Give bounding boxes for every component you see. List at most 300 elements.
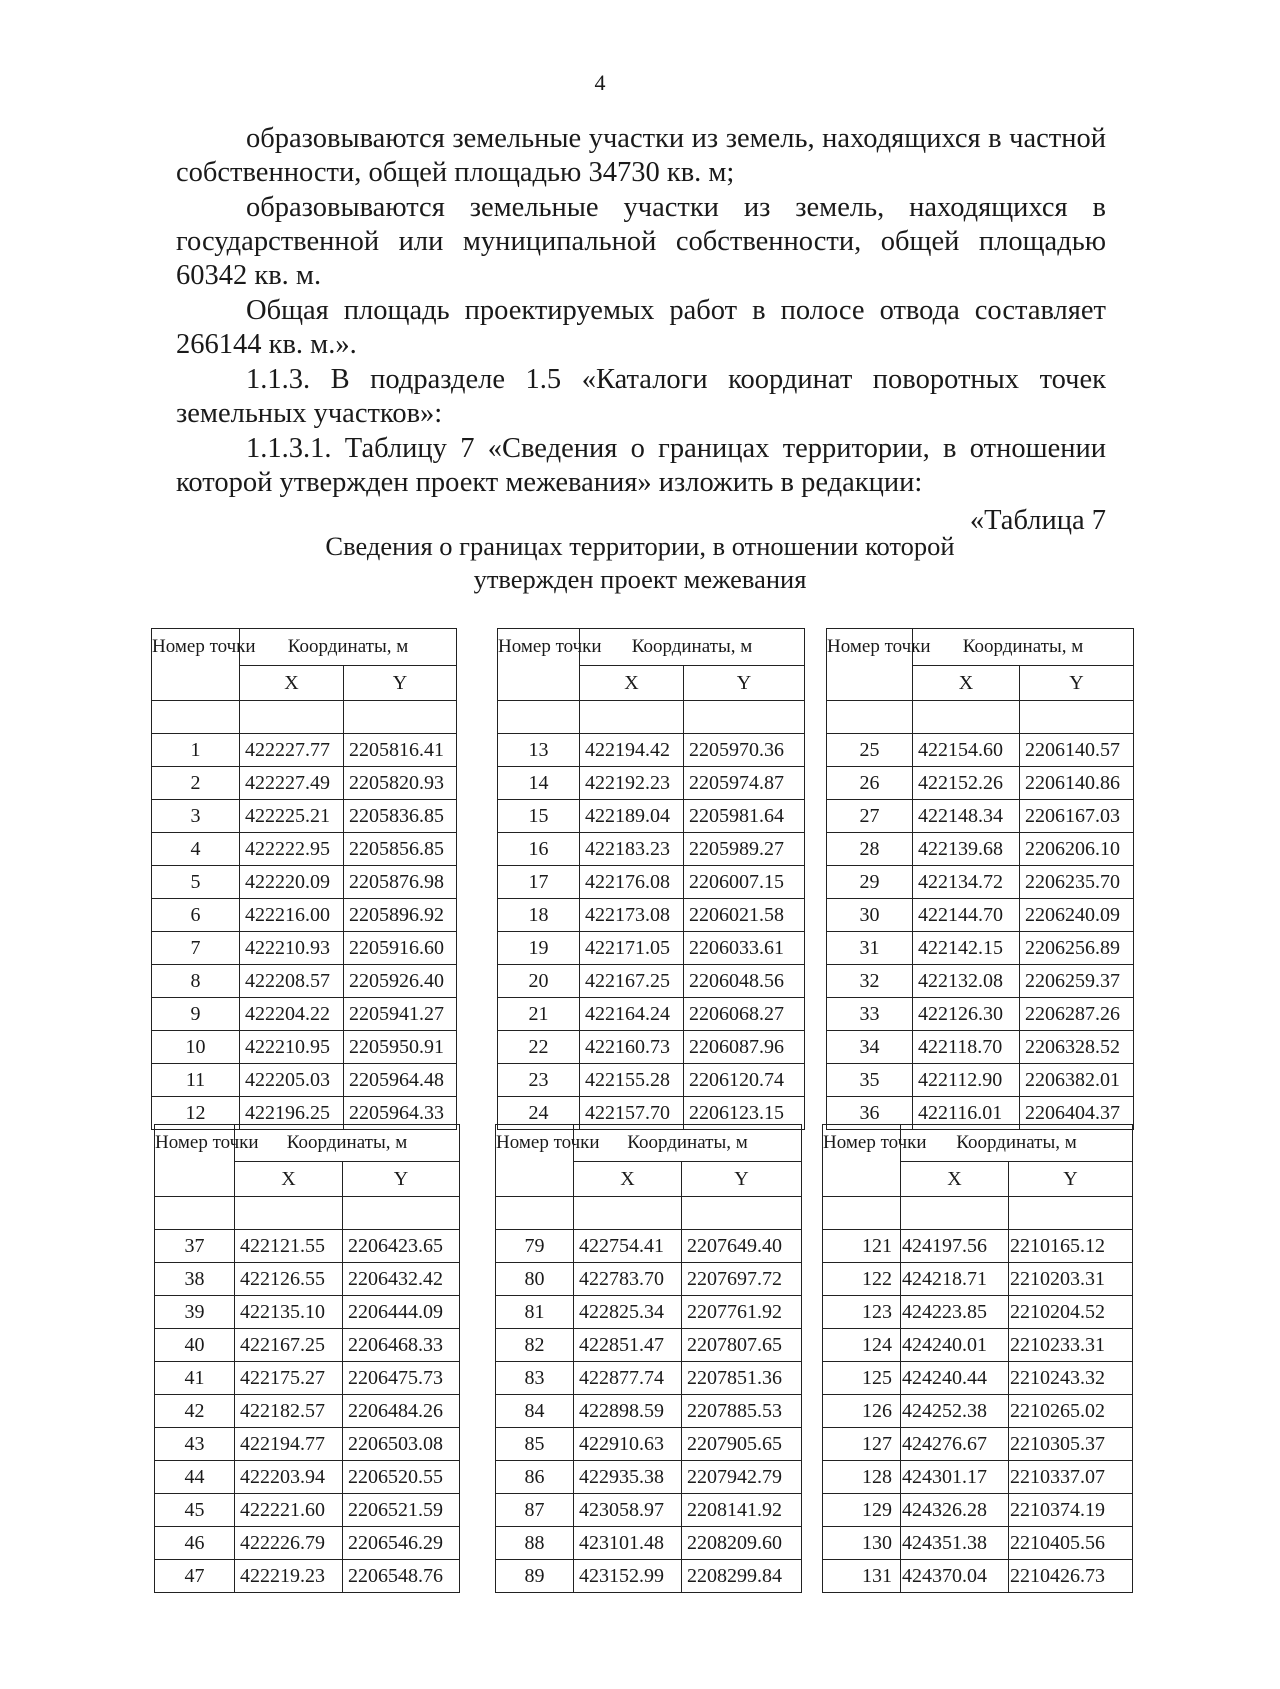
x-coordinate-cell: 422825.34 — [574, 1296, 682, 1329]
coordinates-table-4 — [154, 1124, 460, 1593]
y-coordinate-cell: 2210374.19 — [1009, 1494, 1133, 1527]
x-coordinate-cell: 422157.70 — [580, 1097, 684, 1130]
y-coordinate-cell: 2205820.93 — [344, 767, 457, 800]
table-row — [827, 1031, 1134, 1064]
x-coordinate-cell: 422148.34 — [913, 800, 1020, 833]
x-coordinate-cell: 422216.00 — [240, 899, 344, 932]
y-coordinate-cell: 2206468.33 — [343, 1329, 460, 1362]
separator-cell — [1020, 701, 1134, 734]
y-coordinate-cell: 2206484.26 — [343, 1395, 460, 1428]
table-row — [155, 1263, 460, 1296]
point-number-cell: 18 — [498, 899, 580, 932]
y-coordinate-cell: 2205896.92 — [344, 899, 457, 932]
x-coordinate-cell: 422167.25 — [580, 965, 684, 998]
table-title — [0, 530, 1280, 596]
y-coordinate-cell: 2207851.36 — [682, 1362, 802, 1395]
x-coordinate-cell: 422173.08 — [580, 899, 684, 932]
y-coordinate-cell: 2206520.55 — [343, 1461, 460, 1494]
x-coordinate-cell: 422112.90 — [913, 1064, 1020, 1097]
table-row — [823, 1362, 1133, 1395]
y-coordinate-cell: 2206140.86 — [1020, 767, 1134, 800]
point-number-cell: 15 — [498, 800, 580, 833]
point-number-cell: 24 — [498, 1097, 580, 1130]
point-number-cell: 3 — [152, 800, 240, 833]
point-number-cell: 40 — [155, 1329, 235, 1362]
point-number-cell: 35 — [827, 1064, 913, 1097]
x-coordinate-cell: 424240.01 — [901, 1329, 1009, 1362]
table-row — [155, 1230, 460, 1263]
point-number-cell: 127 — [823, 1428, 901, 1461]
separator-cell — [344, 701, 457, 734]
x-coordinate-cell: 422167.25 — [235, 1329, 343, 1362]
x-axis-header: X — [240, 666, 344, 701]
x-coordinate-cell: 422152.26 — [913, 767, 1020, 800]
y-coordinate-cell: 2206404.37 — [1020, 1097, 1134, 1130]
y-coordinate-cell: 2205926.40 — [344, 965, 457, 998]
x-coordinate-cell: 422118.70 — [913, 1031, 1020, 1064]
point-number-cell: 89 — [496, 1560, 574, 1593]
y-coordinate-cell: 2205836.85 — [344, 800, 457, 833]
table-row — [155, 1395, 460, 1428]
x-coordinate-cell: 423152.99 — [574, 1560, 682, 1593]
table-title-line-2: утвержден проект межевания — [473, 564, 807, 594]
point-number-cell: 36 — [827, 1097, 913, 1130]
x-coordinate-cell: 422935.38 — [574, 1461, 682, 1494]
y-coordinate-cell: 2206328.52 — [1020, 1031, 1134, 1064]
y-coordinate-cell: 2206548.76 — [343, 1560, 460, 1593]
table-row — [496, 1428, 802, 1461]
x-coordinate-cell: 422877.74 — [574, 1362, 682, 1395]
table-row — [823, 1560, 1133, 1593]
x-coordinate-cell: 422126.30 — [913, 998, 1020, 1031]
table-title-line-1: Сведения о границах территории, в отношении которой — [325, 531, 955, 561]
y-coordinate-cell: 2205981.64 — [684, 800, 805, 833]
table-row — [827, 998, 1134, 1031]
separator-cell — [823, 1197, 901, 1230]
x-coordinate-cell: 422155.28 — [580, 1064, 684, 1097]
table-row — [155, 1461, 460, 1494]
point-number-cell: 37 — [155, 1230, 235, 1263]
point-number-cell: 44 — [155, 1461, 235, 1494]
table-row — [827, 800, 1134, 833]
point-number-cell: 45 — [155, 1494, 235, 1527]
x-coordinate-cell: 422196.25 — [240, 1097, 344, 1130]
point-number-cell: 16 — [498, 833, 580, 866]
header-separator — [823, 1197, 1133, 1230]
table-row — [498, 932, 805, 965]
point-number-cell: 10 — [152, 1031, 240, 1064]
table-row — [823, 1296, 1133, 1329]
header-separator — [152, 701, 457, 734]
table-row — [152, 767, 457, 800]
y-coordinate-cell: 2206287.26 — [1020, 998, 1134, 1031]
y-coordinate-cell: 2207807.65 — [682, 1329, 802, 1362]
point-number-cell: 7 — [152, 932, 240, 965]
table-row — [496, 1527, 802, 1560]
x-coordinate-cell: 422189.04 — [580, 800, 684, 833]
table-row — [152, 734, 457, 767]
table-row — [498, 899, 805, 932]
coordinates-table-2 — [497, 628, 805, 1130]
x-coordinate-cell: 422851.47 — [574, 1329, 682, 1362]
x-coordinate-cell: 423101.48 — [574, 1527, 682, 1560]
table-row — [152, 800, 457, 833]
separator-cell — [1009, 1197, 1133, 1230]
x-coordinate-cell: 422754.41 — [574, 1230, 682, 1263]
table-row — [496, 1560, 802, 1593]
table-row — [496, 1329, 802, 1362]
x-coordinate-cell: 424276.67 — [901, 1428, 1009, 1461]
table-row — [152, 866, 457, 899]
table-row — [823, 1263, 1133, 1296]
coordinates-header: Координаты, м — [574, 1125, 802, 1162]
coordinates-table-6 — [822, 1124, 1133, 1593]
page-number: 4 — [594, 70, 606, 95]
table-row — [496, 1461, 802, 1494]
x-coordinate-cell: 424370.04 — [901, 1560, 1009, 1593]
point-number-cell: 83 — [496, 1362, 574, 1395]
table-row — [827, 866, 1134, 899]
point-number-cell: 23 — [498, 1064, 580, 1097]
x-axis-header: X — [913, 666, 1020, 701]
y-coordinate-cell: 2206521.59 — [343, 1494, 460, 1527]
table-row — [827, 1064, 1134, 1097]
separator-cell — [684, 701, 805, 734]
table-row — [155, 1560, 460, 1593]
point-number-cell: 125 — [823, 1362, 901, 1395]
table-row — [823, 1428, 1133, 1461]
table-row — [152, 998, 457, 1031]
x-coordinate-cell: 422783.70 — [574, 1263, 682, 1296]
point-number-header: Номер точки — [155, 1125, 235, 1197]
point-number-cell: 42 — [155, 1395, 235, 1428]
x-coordinate-cell: 422227.49 — [240, 767, 344, 800]
point-number-cell: 130 — [823, 1527, 901, 1560]
y-coordinate-cell: 2206503.08 — [343, 1428, 460, 1461]
y-coordinate-cell: 2206120.74 — [684, 1064, 805, 1097]
coordinates-header: Координаты, м — [901, 1125, 1133, 1162]
x-coordinate-cell: 424197.56 — [901, 1230, 1009, 1263]
point-number-cell: 27 — [827, 800, 913, 833]
table-row — [155, 1329, 460, 1362]
x-coordinate-cell: 424240.44 — [901, 1362, 1009, 1395]
y-coordinate-cell: 2206167.03 — [1020, 800, 1134, 833]
table-row — [827, 965, 1134, 998]
y-coordinate-cell: 2205989.27 — [684, 833, 805, 866]
point-number-cell: 87 — [496, 1494, 574, 1527]
table-row — [823, 1395, 1133, 1428]
x-coordinate-cell: 424223.85 — [901, 1296, 1009, 1329]
point-number-cell: 80 — [496, 1263, 574, 1296]
separator-cell — [827, 701, 913, 734]
x-coordinate-cell: 422126.55 — [235, 1263, 343, 1296]
y-coordinate-cell: 2206033.61 — [684, 932, 805, 965]
x-coordinate-cell: 422194.77 — [235, 1428, 343, 1461]
coordinates-header: Координаты, м — [913, 629, 1134, 666]
point-number-cell: 2 — [152, 767, 240, 800]
y-coordinate-cell: 2208141.92 — [682, 1494, 802, 1527]
coordinates-header: Координаты, м — [580, 629, 805, 666]
table-row — [498, 998, 805, 1031]
y-coordinate-cell: 2206240.09 — [1020, 899, 1134, 932]
point-number-cell: 85 — [496, 1428, 574, 1461]
table-row — [498, 767, 805, 800]
x-coordinate-cell: 422134.72 — [913, 866, 1020, 899]
y-coordinate-cell: 2207942.79 — [682, 1461, 802, 1494]
y-coordinate-cell: 2206256.89 — [1020, 932, 1134, 965]
point-number-cell: 13 — [498, 734, 580, 767]
point-number-cell: 6 — [152, 899, 240, 932]
y-coordinate-cell: 2206382.01 — [1020, 1064, 1134, 1097]
point-number-cell: 11 — [152, 1064, 240, 1097]
x-coordinate-cell: 422204.22 — [240, 998, 344, 1031]
x-coordinate-cell: 422175.27 — [235, 1362, 343, 1395]
x-coordinate-cell: 422192.23 — [580, 767, 684, 800]
point-number-cell: 47 — [155, 1560, 235, 1593]
y-coordinate-cell: 2206235.70 — [1020, 866, 1134, 899]
separator-cell — [913, 701, 1020, 734]
table-row — [155, 1362, 460, 1395]
point-number-cell: 31 — [827, 932, 913, 965]
y-coordinate-cell: 2210337.07 — [1009, 1461, 1133, 1494]
y-coordinate-cell: 2210165.12 — [1009, 1230, 1133, 1263]
point-number-cell: 32 — [827, 965, 913, 998]
table-row — [496, 1395, 802, 1428]
separator-cell — [574, 1197, 682, 1230]
y-axis-header: Y — [684, 666, 805, 701]
separator-cell — [901, 1197, 1009, 1230]
point-number-cell: 21 — [498, 998, 580, 1031]
paragraph-subsection: 1.1.3. В подразделе 1.5 «Каталоги координат поворотных точек земельных участков»: — [176, 364, 1106, 429]
x-coordinate-cell: 422221.60 — [235, 1494, 343, 1527]
header-separator — [496, 1197, 802, 1230]
table-row — [827, 734, 1134, 767]
x-coordinate-cell: 422210.95 — [240, 1031, 344, 1064]
paragraph-total-area: Общая площадь проектируемых работ в полосе отвода составляет 266144 кв. м.». — [176, 295, 1106, 360]
x-coordinate-cell: 422164.24 — [580, 998, 684, 1031]
point-number-cell: 131 — [823, 1560, 901, 1593]
point-number-header: Номер точки — [823, 1125, 901, 1197]
y-coordinate-cell: 2210203.31 — [1009, 1263, 1133, 1296]
point-number-cell: 81 — [496, 1296, 574, 1329]
x-coordinate-cell: 424252.38 — [901, 1395, 1009, 1428]
separator-cell — [235, 1197, 343, 1230]
y-coordinate-cell: 2205916.60 — [344, 932, 457, 965]
point-number-cell: 84 — [496, 1395, 574, 1428]
table-row — [152, 1064, 457, 1097]
table-row — [498, 1031, 805, 1064]
x-coordinate-cell: 422144.70 — [913, 899, 1020, 932]
y-coordinate-cell: 2205876.98 — [344, 866, 457, 899]
y-coordinate-cell: 2210233.31 — [1009, 1329, 1133, 1362]
point-number-cell: 14 — [498, 767, 580, 800]
table-row — [152, 965, 457, 998]
y-coordinate-cell: 2210265.02 — [1009, 1395, 1133, 1428]
y-coordinate-cell: 2206123.15 — [684, 1097, 805, 1130]
separator-cell — [498, 701, 580, 734]
point-number-cell: 1 — [152, 734, 240, 767]
table-row — [823, 1494, 1133, 1527]
point-number-cell: 41 — [155, 1362, 235, 1395]
point-number-cell: 30 — [827, 899, 913, 932]
table-row — [496, 1296, 802, 1329]
header-separator — [155, 1197, 460, 1230]
coordinates-table-1 — [151, 628, 457, 1130]
point-number-cell: 17 — [498, 866, 580, 899]
table-row — [152, 833, 457, 866]
y-coordinate-cell: 2210405.56 — [1009, 1527, 1133, 1560]
table-row — [498, 800, 805, 833]
x-coordinate-cell: 422222.95 — [240, 833, 344, 866]
coordinates-header: Координаты, м — [240, 629, 457, 666]
y-coordinate-cell: 2206546.29 — [343, 1527, 460, 1560]
table-row — [498, 866, 805, 899]
x-coordinate-cell: 422210.93 — [240, 932, 344, 965]
table-row — [498, 734, 805, 767]
y-coordinate-cell: 2205816.41 — [344, 734, 457, 767]
y-coordinate-cell: 2207905.65 — [682, 1428, 802, 1461]
y-coordinate-cell: 2207697.72 — [682, 1263, 802, 1296]
point-number-cell: 38 — [155, 1263, 235, 1296]
x-coordinate-cell: 422208.57 — [240, 965, 344, 998]
point-number-cell: 86 — [496, 1461, 574, 1494]
point-number-cell: 82 — [496, 1329, 574, 1362]
point-number-cell: 124 — [823, 1329, 901, 1362]
x-coordinate-cell: 422176.08 — [580, 866, 684, 899]
separator-cell — [580, 701, 684, 734]
table-row — [498, 833, 805, 866]
x-coordinate-cell: 422226.79 — [235, 1527, 343, 1560]
separator-cell — [682, 1197, 802, 1230]
point-number-cell: 29 — [827, 866, 913, 899]
y-axis-header: Y — [1009, 1162, 1133, 1197]
x-coordinate-cell: 422139.68 — [913, 833, 1020, 866]
table-row — [827, 899, 1134, 932]
table-row — [823, 1230, 1133, 1263]
separator-cell — [240, 701, 344, 734]
point-number-cell: 4 — [152, 833, 240, 866]
x-coordinate-cell: 422116.01 — [913, 1097, 1020, 1130]
separator-cell — [155, 1197, 235, 1230]
x-axis-header: X — [574, 1162, 682, 1197]
x-coordinate-cell: 422898.59 — [574, 1395, 682, 1428]
table-row — [827, 833, 1134, 866]
table-row — [152, 1031, 457, 1064]
point-number-cell: 88 — [496, 1527, 574, 1560]
separator-cell — [343, 1197, 460, 1230]
y-axis-header: Y — [343, 1162, 460, 1197]
point-number-cell: 28 — [827, 833, 913, 866]
x-coordinate-cell: 422910.63 — [574, 1428, 682, 1461]
separator-cell — [496, 1197, 574, 1230]
point-number-cell: 122 — [823, 1263, 901, 1296]
y-coordinate-cell: 2205974.87 — [684, 767, 805, 800]
x-coordinate-cell: 423058.97 — [574, 1494, 682, 1527]
y-coordinate-cell: 2206007.15 — [684, 866, 805, 899]
point-number-cell: 39 — [155, 1296, 235, 1329]
table-row — [823, 1329, 1133, 1362]
y-coordinate-cell: 2206087.96 — [684, 1031, 805, 1064]
coordinates-table-3 — [826, 628, 1134, 1130]
table-row — [152, 932, 457, 965]
y-coordinate-cell: 2205964.33 — [344, 1097, 457, 1130]
point-number-cell: 43 — [155, 1428, 235, 1461]
table-label: «Таблица 7 — [969, 505, 1106, 536]
point-number-cell: 26 — [827, 767, 913, 800]
table-row — [827, 767, 1134, 800]
x-coordinate-cell: 422225.21 — [240, 800, 344, 833]
table-row — [496, 1494, 802, 1527]
x-coordinate-cell: 422135.10 — [235, 1296, 343, 1329]
y-coordinate-cell: 2210243.32 — [1009, 1362, 1133, 1395]
y-coordinate-cell: 2207649.40 — [682, 1230, 802, 1263]
x-coordinate-cell: 422142.15 — [913, 932, 1020, 965]
point-number-header: Номер точки — [152, 629, 240, 701]
point-number-cell: 9 — [152, 998, 240, 1031]
x-coordinate-cell: 422205.03 — [240, 1064, 344, 1097]
table-row — [496, 1362, 802, 1395]
x-coordinate-cell: 422132.08 — [913, 965, 1020, 998]
table-row — [155, 1296, 460, 1329]
table-row — [496, 1230, 802, 1263]
point-number-cell: 121 — [823, 1230, 901, 1263]
point-number-header: Номер точки — [827, 629, 913, 701]
y-coordinate-cell: 2206259.37 — [1020, 965, 1134, 998]
point-number-cell: 19 — [498, 932, 580, 965]
point-number-header: Номер точки — [498, 629, 580, 701]
table-row — [155, 1494, 460, 1527]
table-row — [155, 1428, 460, 1461]
point-number-cell: 123 — [823, 1296, 901, 1329]
y-coordinate-cell: 2206140.57 — [1020, 734, 1134, 767]
table-row — [827, 932, 1134, 965]
table-row — [823, 1527, 1133, 1560]
y-coordinate-cell: 2206475.73 — [343, 1362, 460, 1395]
coordinates-table-5 — [495, 1124, 802, 1593]
x-axis-header: X — [580, 666, 684, 701]
x-coordinate-cell: 422154.60 — [913, 734, 1020, 767]
y-axis-header: Y — [1020, 666, 1134, 701]
point-number-cell: 8 — [152, 965, 240, 998]
x-coordinate-cell: 422182.57 — [235, 1395, 343, 1428]
y-axis-header: Y — [682, 1162, 802, 1197]
paragraph-table-instruction: 1.1.3.1. Таблицу 7 «Сведения о границах территории, в отношении которой утвержден проект межевания» изложить в редакции: — [176, 433, 1106, 498]
y-coordinate-cell: 2207761.92 — [682, 1296, 802, 1329]
x-axis-header: X — [901, 1162, 1009, 1197]
x-coordinate-cell: 424301.17 — [901, 1461, 1009, 1494]
point-number-cell: 25 — [827, 734, 913, 767]
x-coordinate-cell: 422220.09 — [240, 866, 344, 899]
x-axis-header: X — [235, 1162, 343, 1197]
point-number-cell: 126 — [823, 1395, 901, 1428]
table-row — [498, 1064, 805, 1097]
y-coordinate-cell: 2207885.53 — [682, 1395, 802, 1428]
table-row — [498, 965, 805, 998]
y-coordinate-cell: 2205941.27 — [344, 998, 457, 1031]
y-coordinate-cell: 2206048.56 — [684, 965, 805, 998]
y-coordinate-cell: 2206206.10 — [1020, 833, 1134, 866]
x-coordinate-cell: 424351.38 — [901, 1527, 1009, 1560]
x-coordinate-cell: 422183.23 — [580, 833, 684, 866]
point-number-cell: 34 — [827, 1031, 913, 1064]
table-row — [152, 899, 457, 932]
x-coordinate-cell: 422227.77 — [240, 734, 344, 767]
y-coordinate-cell: 2210305.37 — [1009, 1428, 1133, 1461]
paragraph-private-land: образовываются земельные участки из земель, находящихся в частной собственности, общей площадью 34730 кв. м; — [176, 123, 1106, 188]
y-coordinate-cell: 2208209.60 — [682, 1527, 802, 1560]
y-coordinate-cell: 2205856.85 — [344, 833, 457, 866]
table-row — [823, 1461, 1133, 1494]
